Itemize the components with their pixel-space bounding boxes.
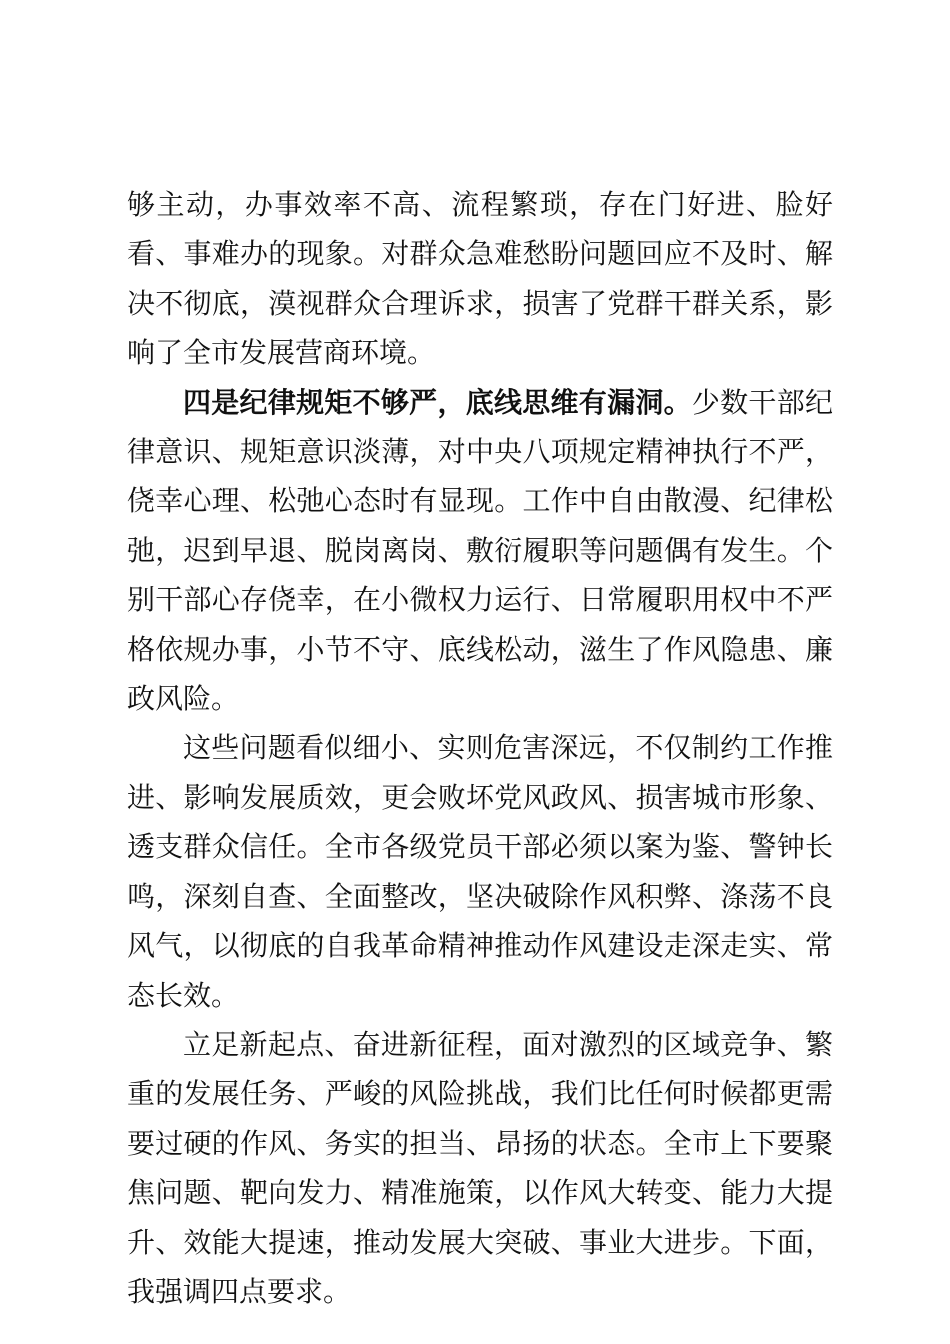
paragraph-new-journey	[127, 1020, 833, 1316]
paragraph-text: 少数干部纪律意识、规矩意识淡薄，对中央八项规定精神执行不严，侥幸心理、松弛心态时有显现。工作中自由散漫、纪律松弛，迟到早退、脱岗离岗、敷衍履职等问题偶有发生。个别干部心存侥幸，在小微权力运行、日常履职用权中不严格依规办事，小节不守、底线松动，滋生了作风隐患、廉政风险。	[127, 385, 833, 716]
paragraph-text: 立足新起点、奋进新征程，面对激烈的区域竞争、繁重的发展任务、严峻的风险挑战，我们比任何时候都更需要过硬的作风、务实的担当、昂扬的状态。全市上下要聚焦问题、靶向发力、精准施策，以作风大转变、能力大提升、效能大提速，推动发展大突破、事业大进步。下面，我强调四点要求。	[127, 1027, 833, 1308]
paragraph-text: 够主动，办事效率不高、流程繁琐，存在门好进、脸好看、事难办的现象。对群众急难愁盼问题回应不及时、解决不彻底，漠视群众合理诉求，损害了党群干群关系，影响了全市发展营商环境。	[127, 188, 833, 370]
paragraph-lead-heading: 四是纪律规矩不够严，底线思维有漏洞。	[183, 385, 692, 419]
document-body	[127, 180, 833, 1316]
paragraph-point-four	[127, 378, 833, 724]
paragraph-text: 这些问题看似细小、实则危害深远，不仅制约工作推进、影响发展质效，更会败坏党风政风、损害城市形象、透支群众信任。全市各级党员干部必须以案为鉴、警钟长鸣，深刻自查、全面整改，坚决破除作风积弊、涤荡不良风气，以彻底的自我革命精神推动作风建设走深走实、常态长效。	[127, 731, 833, 1012]
paragraph-problems-summary	[127, 723, 833, 1019]
paragraph-continuation	[127, 180, 833, 378]
